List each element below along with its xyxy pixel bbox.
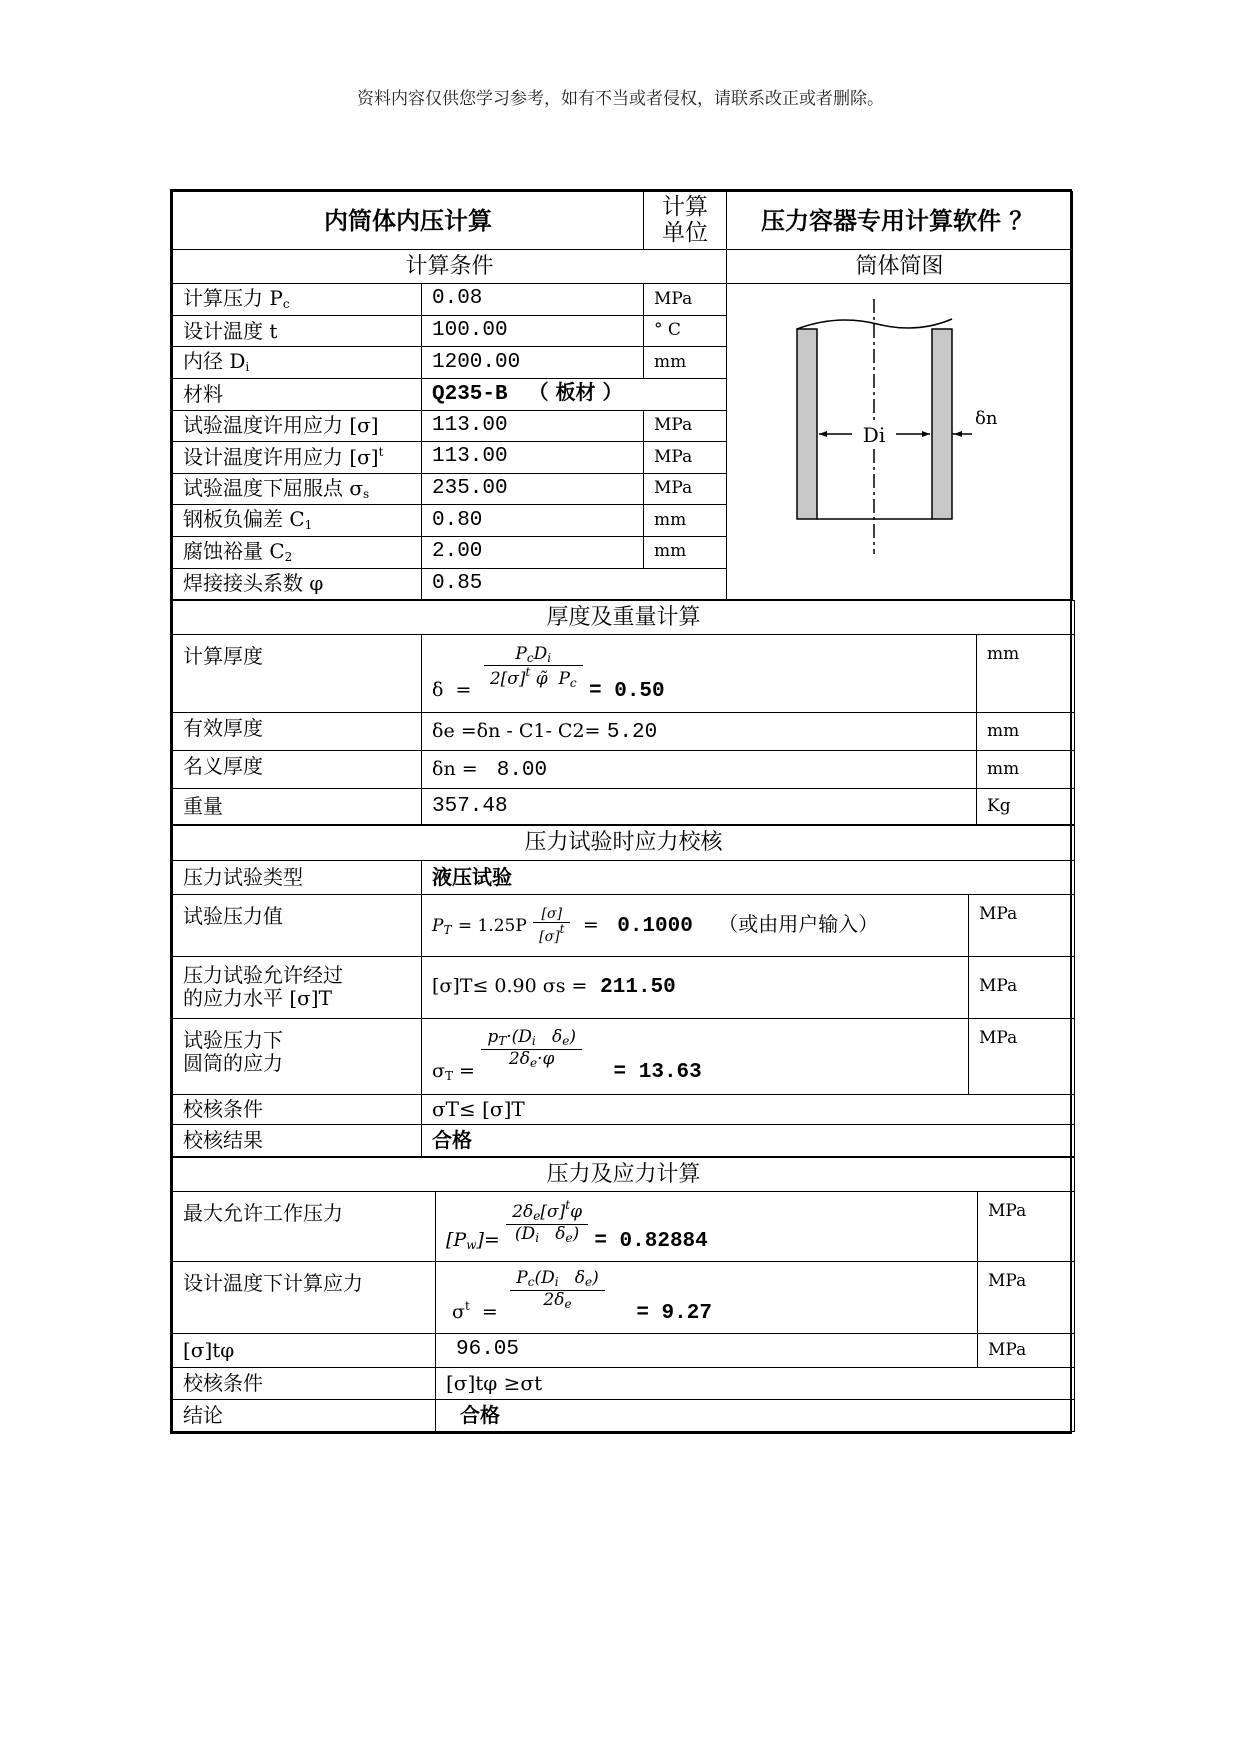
cond-value-weld: 0.85 (422, 568, 727, 600)
di-label: Di (862, 423, 886, 448)
thickness-table (172, 600, 1075, 825)
thick-nom-label: 名义厚度 (173, 751, 422, 789)
cond-value-yield: 235.00 (422, 473, 644, 505)
weight-label: 重量 (173, 789, 422, 825)
cond-unit-c2: mm (644, 536, 727, 568)
cylinder-diagram (727, 284, 1071, 594)
weight-value: 357.48 (422, 789, 977, 825)
unit-label: 计算单位 (644, 192, 727, 250)
test-allow-unit: MPa (969, 956, 1075, 1018)
cond-value-c2: 2.00 (422, 536, 644, 568)
right-wall (932, 329, 952, 519)
cond-value-temp: 100.00 (422, 315, 644, 347)
thick-calc-formula: δ = $\frac{P_cD_i}{2[\sigma]^t \varphĩ P_c}$ = 0.50 (422, 635, 977, 713)
test-stress-unit: MPa (969, 1018, 1075, 1094)
test-allow-formula: [σ]T≤ 0.90 σs = 211.50 (422, 956, 969, 1018)
section-diagram: 筒体简图 (727, 249, 1073, 283)
cond-label-pressure: 计算压力 $P_c$ (173, 284, 422, 316)
cond-value-pressure: 0.08 (422, 284, 644, 316)
test-result-value: 合格 (422, 1124, 1075, 1156)
watermark-text: 资料内容仅供您学习参考，如有不当或者侵权，请联系改正或者删除。 (357, 89, 884, 109)
test-type-label: 压力试验类型 (173, 860, 422, 894)
thick-calc-unit: mm (977, 635, 1075, 713)
test-allow-label: 压力试验允许经过 的应力水平 [σ]T (173, 956, 422, 1018)
test-type-value: 液压试验 (422, 860, 1075, 894)
test-table (172, 825, 1075, 1156)
cond-unit-temp: ° C (644, 315, 727, 347)
cond-label-test-allow: 试验温度许用应力 [σ] (173, 410, 422, 442)
cond-label-design-allow: 设计温度许用应力 $[\sigma]^t$ (173, 442, 422, 474)
sigphi-label: [σ]tφ (173, 1334, 436, 1368)
conditions-table (172, 191, 1073, 600)
section-thickness: 厚度及重量计算 (173, 601, 1075, 635)
stress-table (172, 1157, 1075, 1432)
maxp-label: 最大允许工作压力 (173, 1192, 436, 1262)
cond-label-c1: 钢板负偏差 $C_1$ (173, 505, 422, 537)
cond-label-yield: 试验温度下屈服点 $\sigma_s$ (173, 473, 422, 505)
section-stress: 压力及应力计算 (173, 1157, 1075, 1191)
test-pt-label: 试验压力值 (173, 894, 422, 956)
sheet-title: 内筒体内压计算 (173, 192, 644, 250)
test-stress-label: 试验压力下 圆筒的应力 (173, 1018, 422, 1094)
cond-value-material: Q235-B （ 板材 ） (422, 378, 727, 410)
conclusion-value: 合格 (436, 1400, 1075, 1432)
weight-unit: Kg (977, 789, 1075, 825)
test-stress-formula: $\sigma_T$ = $\frac{p_T\cdot(D_i \delta_e)}{2\delta_e\cdot\varphi}$ = 13.63 (422, 1018, 969, 1094)
design-stress-formula: $\sigma^t$ = $\frac{P_c(D_i \delta_e)}{2\delta_e}$ = 9.27 (436, 1262, 978, 1334)
cond-label-material: 材料 (173, 378, 422, 410)
maxp-unit: MPa (978, 1192, 1075, 1262)
sigphi-value: 96.05 (436, 1334, 978, 1368)
cond-unit-diameter: mm (644, 347, 727, 379)
thick-eff-formula: δe =δn - C1- C2= 5.20 (422, 713, 977, 751)
software-name: 压力容器专用计算软件 ？ (727, 192, 1073, 250)
cond-value-design-allow: 113.00 (422, 442, 644, 474)
cond-unit-design-allow: MPa (644, 442, 727, 474)
dn-label: δn (975, 408, 998, 430)
stress-check-label: 校核条件 (173, 1368, 436, 1400)
thick-eff-unit: mm (977, 713, 1075, 751)
thick-eff-label: 有效厚度 (173, 713, 422, 751)
test-pt-unit: MPa (969, 894, 1075, 956)
stress-check-value: [σ]tφ ≥σt (436, 1368, 1075, 1400)
conclusion-label: 结论 (173, 1400, 436, 1432)
cond-label-diameter: 内径 $D_i$ (173, 347, 422, 379)
section-conditions: 计算条件 (173, 249, 727, 283)
calculation-sheet (170, 189, 1072, 1434)
design-stress-label: 设计温度下计算应力 (173, 1262, 436, 1334)
sigphi-unit: MPa (978, 1334, 1075, 1368)
cond-unit-pressure: MPa (644, 284, 727, 316)
thick-calc-label: 计算厚度 (173, 635, 422, 713)
thick-nom-formula: δn = 8.00 (422, 751, 977, 789)
thickness-fraction: $\frac{P_cD_i}{2[\sigma]^t \varphĩ P_c}$ (484, 645, 583, 692)
left-wall (797, 329, 817, 519)
cond-unit-yield: MPa (644, 473, 727, 505)
maxp-formula: $[P_w]=$ $\frac{2\delta_e[\sigma]^t\varphi}{(D_i \delta_e)}$ = 0.82884 (436, 1192, 978, 1262)
test-check-label: 校核条件 (173, 1094, 422, 1124)
test-pt-formula: $P_T = 1.25P$ $\frac{[\sigma]}{[\sigma]t}$ = 0.1000 （或由用户输入） (422, 894, 969, 956)
design-stress-unit: MPa (978, 1262, 1075, 1334)
cond-label-weld: 焊接接头系数 φ (173, 568, 422, 600)
cond-unit-test-allow: MPa (644, 410, 727, 442)
cond-label-temp: 设计温度 t (173, 315, 422, 347)
cond-unit-c1: mm (644, 505, 727, 537)
cylinder-diagram-cell (727, 284, 1073, 600)
cond-value-diameter: 1200.00 (422, 347, 644, 379)
section-test: 压力试验时应力校核 (173, 826, 1075, 860)
cond-value-test-allow: 113.00 (422, 410, 644, 442)
cond-label-c2: 腐蚀裕量 $C_2$ (173, 536, 422, 568)
test-check-value: σT≤ [σ]T (422, 1094, 1075, 1124)
thick-nom-unit: mm (977, 751, 1075, 789)
test-result-label: 校核结果 (173, 1124, 422, 1156)
cond-value-c1: 0.80 (422, 505, 644, 537)
